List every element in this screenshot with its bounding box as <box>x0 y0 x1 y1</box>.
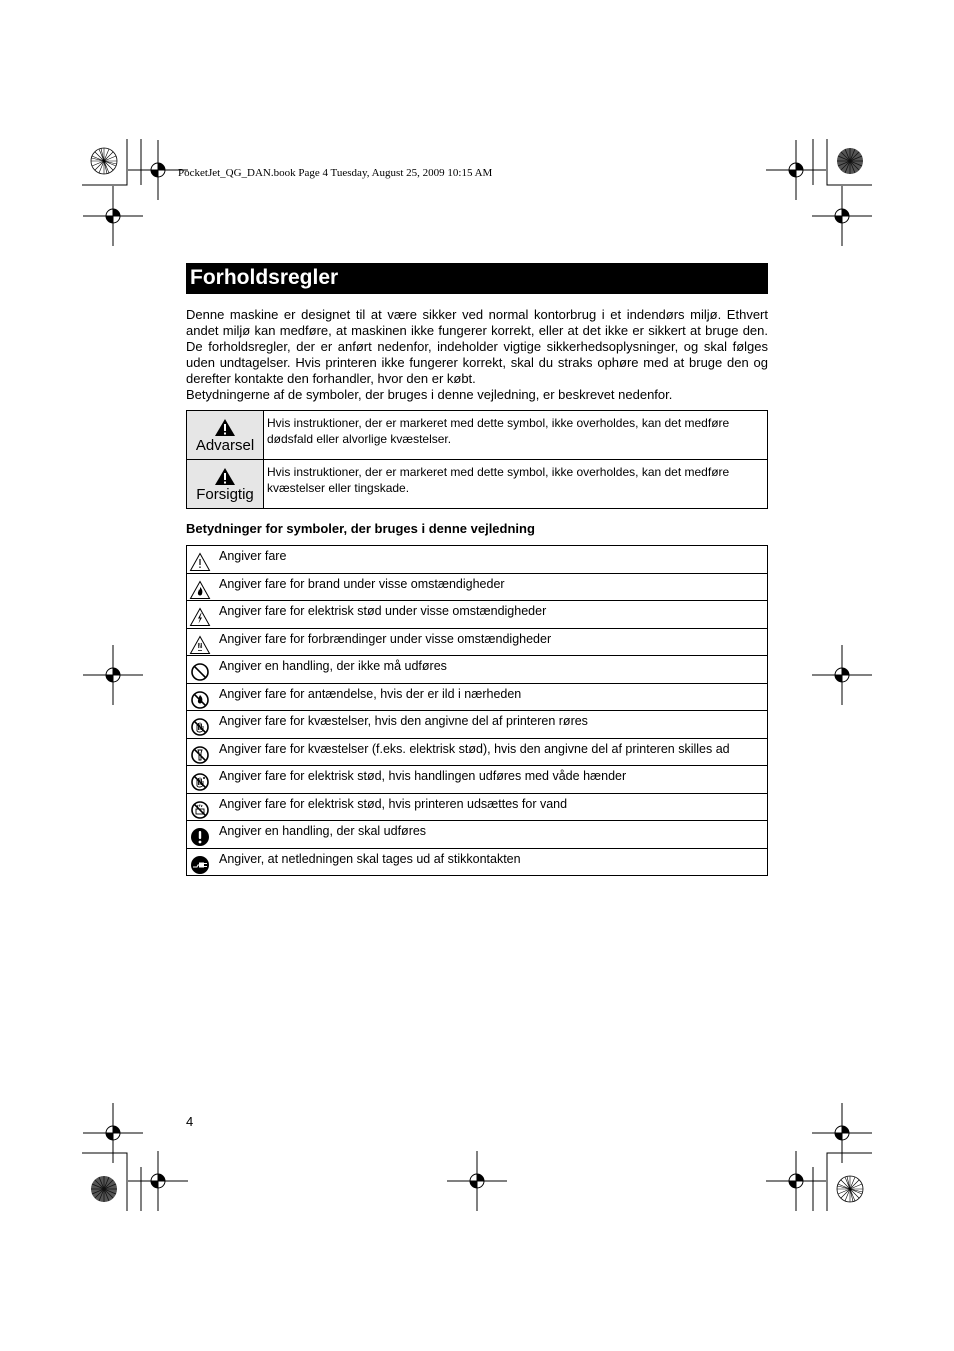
table-row <box>187 821 768 849</box>
table-row <box>187 628 768 656</box>
unplug-icon <box>190 855 210 875</box>
warning-text: Hvis instruktioner, der er markeret med dette symbol, ikke overholdes, kan det medføre dødsfald eller alvorlige kvæstelser. <box>264 411 768 460</box>
symbol-description: Angiver fare for elektrisk stød under visse omstændigheder <box>219 604 547 619</box>
symbol-description: Angiver fare for brand under visse omstændigheder <box>219 576 505 591</box>
page-title: Forholdsregler <box>190 266 339 289</box>
table-row <box>187 738 768 766</box>
symbol-description: Angiver fare for kvæstelser, hvis den angivne del af printeren røres <box>219 714 588 729</box>
symbol-description: Angiver fare for kvæstelser (f.eks. elektrisk stød), hvis den angivne del af printeren skilles ad <box>219 741 730 756</box>
table-row <box>187 793 768 821</box>
danger-triangle-icon <box>189 552 211 572</box>
table-row <box>187 546 768 574</box>
fire-hazard-icon <box>189 580 211 600</box>
symbols-note: Betydningerne af de symboler, der bruges i denne vejledning, er beskrevet nedenfor. <box>186 387 673 402</box>
symbol-description: Angiver en handling, der ikke må udføres <box>219 659 447 674</box>
mandatory-action-icon <box>190 827 210 847</box>
symbol-description: Angiver fare <box>219 549 287 564</box>
table-row <box>187 848 768 876</box>
symbol-description: Angiver fare for forbrændinger under visse omstændigheder <box>219 631 552 646</box>
symbol-description: Angiver fare for elektrisk stød, hvis printeren udsættes for vand <box>219 796 568 811</box>
intro-paragraph: Denne maskine er designet til at være sikker ved normal kontorbrug i et indendørs miljø. Ethvert andet miljø kan medføre, at maskinen ikke fungerer korrekt, eller at det ikke er sikkert at bruge den. De forholdsregler, der er anført nedenfor, indeholder vigtige sikkerhedsoplysninger, og skal følges uden undtagelser. Hvis printeren ikke fungerer korrekt, skal du straks ophøre med at bruge den og derefter kontakte den forhandler, hvor den er købt. <box>186 307 768 386</box>
do-not-touch-icon <box>190 717 210 737</box>
symbols-table <box>186 545 768 876</box>
table-row <box>187 683 768 711</box>
keep-away-from-water-icon <box>190 800 210 820</box>
warning-label: Advarsel <box>195 437 255 454</box>
no-open-flame-icon <box>190 690 210 710</box>
symbol-description: Angiver en handling, der skal udføres <box>219 824 427 839</box>
symbol-description: Angiver fare for antændelse, hvis der er ild i nærheden <box>219 686 522 701</box>
table-row <box>187 601 768 629</box>
symbol-description: Angiver fare for elektrisk stød, hvis handlingen udføres med våde hænder <box>219 769 627 784</box>
warning-label: Forsigtig <box>196 486 254 503</box>
warning-triangle-icon <box>214 418 236 437</box>
table-row <box>187 573 768 601</box>
print-header: PocketJet_QG_DAN.book Page 4 Tuesday, August 25, 2009 10:15 AM <box>178 167 493 179</box>
prohibited-icon <box>190 662 210 682</box>
title-bar <box>186 263 768 294</box>
no-wet-hands-icon <box>190 772 210 792</box>
do-not-disassemble-icon <box>190 745 210 765</box>
intro-text <box>186 307 768 403</box>
symbols-heading: Betydninger for symboler, der bruges i denne vejledning <box>186 521 535 536</box>
warning-triangle-icon <box>214 467 236 486</box>
electric-shock-hazard-icon <box>189 607 211 627</box>
symbol-description: Angiver, at netledningen skal tages ud af stikkontakten <box>219 851 521 866</box>
page-number: 4 <box>186 1114 194 1129</box>
table-row <box>187 766 768 794</box>
burn-hazard-icon <box>189 635 211 655</box>
table-row <box>187 711 768 739</box>
warning-row-advarsel <box>187 411 768 460</box>
warning-text: Hvis instruktioner, der er markeret med dette symbol, ikke overholdes, kan det medføre kvæstelser eller tingskade. <box>264 460 768 509</box>
warning-levels-table <box>186 410 768 509</box>
table-row <box>187 656 768 684</box>
warning-row-forsigtig <box>187 460 768 509</box>
